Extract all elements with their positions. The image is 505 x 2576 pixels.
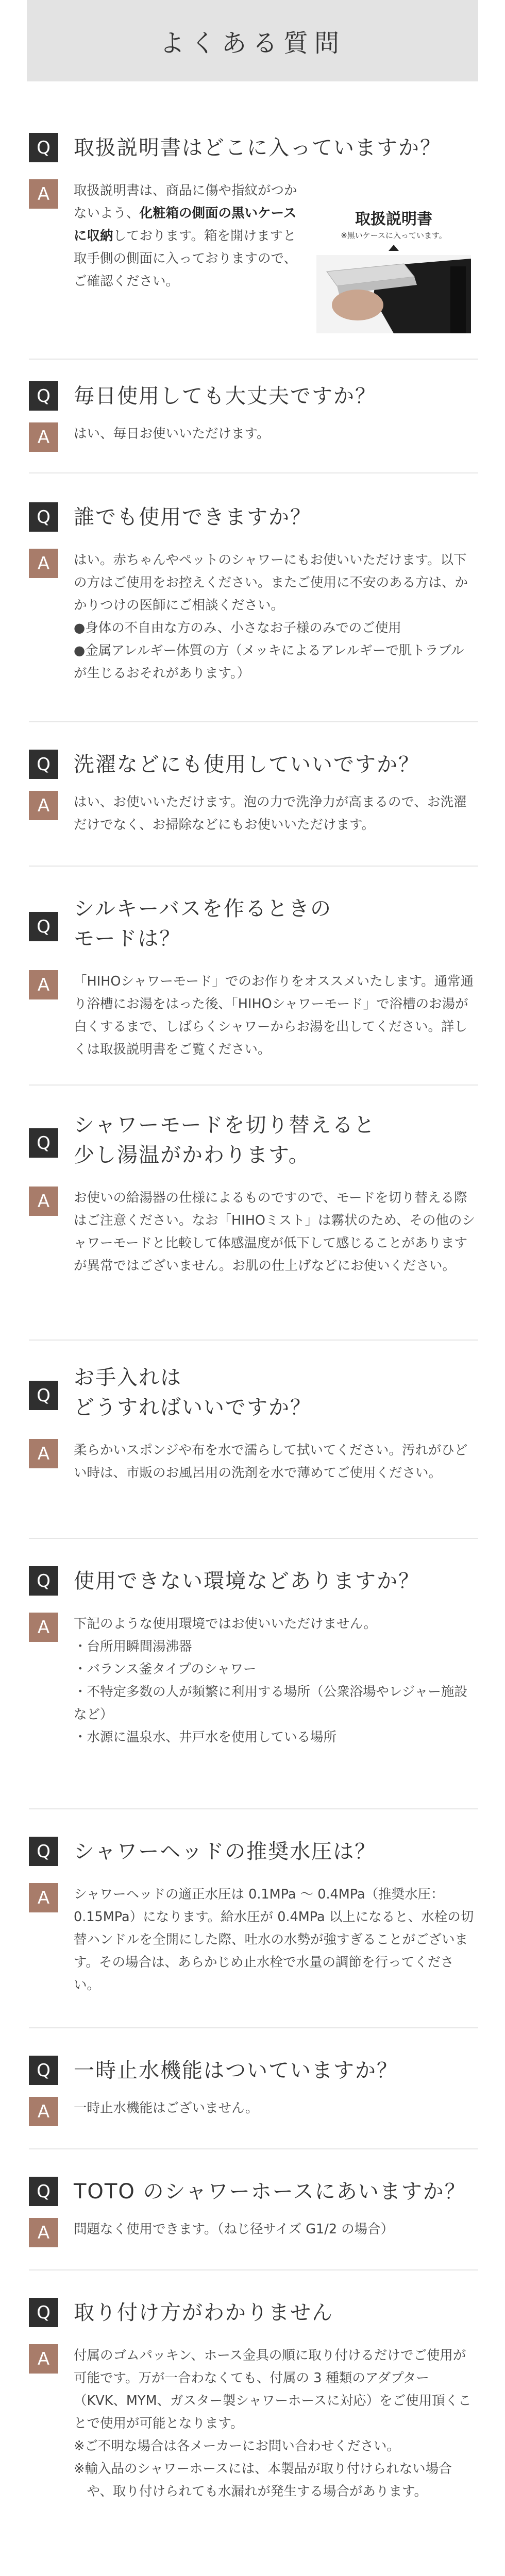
question-text	[74, 1110, 376, 1170]
a-badge: A	[29, 2344, 58, 2374]
q-badge: Q	[29, 502, 58, 532]
answer-text: 一時止水機能はございません。	[74, 2100, 259, 2116]
answer-paragraph: 下記のような使用環境ではお使いいただけません。	[74, 1616, 377, 1632]
a-badge: A	[29, 1613, 58, 1642]
divider	[29, 359, 478, 360]
q-badge: Q	[29, 1837, 58, 1866]
list-item: ・不特定多数の人が頻繁に利用する場所（公衆浴場やレジャー施設など）	[74, 1684, 467, 1722]
answer-text: お使いの給湯器の仕様によるものですので、モードを切り替える際はご注意ください。なお「HIHOミスト」は霧状のため、その他のシャワーモードと比較して体感温度が低下して感じることがありますが異常ではございません。お肌の仕上げなどにお使いください。	[74, 1190, 475, 1274]
a-badge: A	[29, 1187, 58, 1216]
divider	[29, 2148, 478, 2149]
answer-text: 問題なく使用できます。（ねじ径サイズ G1/2 の場合）	[74, 2222, 394, 2237]
question-text: 使用できない環境などありますか？	[74, 1569, 420, 1593]
answer-text	[74, 2344, 476, 2503]
divider	[29, 1084, 478, 1086]
q-badge: Q	[29, 381, 58, 411]
question-text: シャワーヘッドの推奨水圧は？	[74, 1840, 377, 1863]
q-badge: Q	[29, 2056, 58, 2085]
faq-item-4	[29, 750, 480, 836]
answer-text: はい、お使いいただけます。泡の力で洗浄力が高まるので、お洗濯だけでなく、お掃除などにもお使いいただけます。	[74, 794, 467, 833]
question-text: 取り付け方がわかりません	[74, 2301, 333, 2325]
faq-item-12	[29, 2298, 480, 2503]
divider	[29, 2269, 478, 2270]
question-text: 毎日使用しても大丈夫ですか？	[74, 384, 377, 408]
answer-paragraph: はい。赤ちゃんやペットのシャワーにもお使いいただけます。以下の方はご使用をお控えください。またご使用に不安のある方は、かかりつけの医師にご相談ください。	[74, 552, 468, 613]
faq-item-9	[29, 1837, 480, 1996]
manual-case-illustration	[316, 206, 471, 335]
q-badge: Q	[29, 1381, 58, 1410]
faq-item-5	[29, 894, 480, 1061]
q-badge: Q	[29, 2177, 58, 2206]
list-item: ・バランス釜タイプのシャワー	[74, 1662, 257, 1677]
a-badge: A	[29, 179, 58, 209]
answer-text	[74, 1613, 476, 1749]
note-text: ※輸入品のシャワーホースには、本製品が取り付けられない場合や、取り付けられても水漏れが発生する場合があります。	[74, 2461, 452, 2499]
a-badge: A	[29, 970, 58, 999]
q-badge: Q	[29, 133, 58, 162]
question-text: 一時止水機能はついていますか？	[74, 2059, 398, 2082]
faq-item-11	[29, 2177, 480, 2247]
answer-text: 柔らかいスポンジや布を水で濡らして拭いてください。汚れがひどい時は、市販のお風呂用の洗剤を水で薄めてご使用ください。	[74, 1443, 468, 1481]
q-badge: Q	[29, 750, 58, 779]
faq-item-7	[29, 1363, 480, 1484]
question-text	[74, 894, 332, 954]
list-item: ●金属アレルギー体質の方（メッキによるアレルギーで肌トラブルが生じるおそれがあります。）	[74, 643, 464, 681]
answer-text	[74, 549, 476, 685]
question-text: 洗濯などにも使用していいですか？	[74, 753, 420, 776]
question-text	[74, 1363, 312, 1422]
divider	[29, 1808, 478, 1809]
question-line-1: お手入れは	[74, 1366, 182, 1389]
a-badge: A	[29, 2097, 58, 2126]
list-item: ・水源に温泉水、井戸水を使用している場所	[74, 1730, 337, 1745]
question-line-1: シルキーバスを作るときの	[74, 897, 332, 921]
divider	[29, 721, 478, 722]
divider	[29, 1538, 478, 1539]
question-line-2: モードは？	[74, 927, 181, 951]
faq-item-10	[29, 2056, 480, 2126]
page-title: よくある質問	[159, 28, 345, 58]
answer-text	[74, 179, 306, 293]
question-line-1: シャワーモードを切り替えると	[74, 1113, 376, 1137]
a-badge: A	[29, 1439, 58, 1468]
black-case-photo	[316, 241, 471, 333]
question-line-2: どうすればいいですか？	[74, 1396, 312, 1419]
answer-pre: 取扱説明書は、商品に傷や指紋がつかないよう、	[74, 183, 297, 221]
faq-item-2	[29, 381, 480, 452]
q-badge: Q	[29, 912, 58, 941]
divider	[29, 472, 478, 473]
answer-text: 「HIHOシャワーモード」でのお作りをオススメいたします。通常通り浴槽にお湯をはった後、「HIHOシャワーモード」で浴槽のお湯が白くするまで、しばらくシャワーからお湯を出してください。詳しくは取扱説明書をご覧ください。	[74, 974, 474, 1057]
faq-item-3	[29, 502, 480, 685]
a-badge: A	[29, 2218, 58, 2247]
question-line-2: 少し湯温がかわります。	[74, 1143, 310, 1167]
answer-text: シャワーヘッドの適正水圧は 0.1MPa ～ 0.4MPa（推奨水圧：0.15MPa）になります。給水圧が 0.4MPa 以上になると、水栓の切替ハンドルを全開にした際、吐水の水勢が強すぎることがございます。その場合は、あらかじめ止水栓で水量の調節を行ってください。	[74, 1887, 474, 1993]
divider	[29, 2027, 478, 2028]
answer-text: はい、毎日お使いいただけます。	[74, 426, 270, 442]
faq-item-6	[29, 1110, 480, 1277]
a-badge: A	[29, 549, 58, 578]
q-badge: Q	[29, 1128, 58, 1158]
a-badge: A	[29, 791, 58, 820]
faq-item-8	[29, 1566, 480, 1749]
answer-list	[74, 1635, 476, 1749]
divider	[29, 866, 478, 867]
image-caption: ※黒いケースに入っています。	[341, 231, 447, 240]
a-badge: A	[29, 1883, 58, 1912]
answer-list	[74, 617, 476, 685]
q-badge: Q	[29, 1566, 58, 1596]
answer-paragraph: 付属のゴムパッキン、ホース金具の順に取り付けるだけでご使用が可能です。万が一合わなくても、付属の 3 種類のアダプター（KVK、MYM、ガスター製シャワーホースに対応）をご使用頂くことで使用が可能となります。	[74, 2348, 472, 2431]
image-title: 取扱説明書	[355, 210, 432, 228]
a-badge: A	[29, 422, 58, 452]
q-badge: Q	[29, 2298, 58, 2327]
faq-header	[27, 0, 478, 81]
note-text: ※ご不明な場合は各メーカーにお問い合わせください。	[74, 2438, 400, 2454]
question-text: 誰でも使用できますか？	[74, 505, 312, 529]
question-text: TOTO のシャワーホースにあいますか？	[74, 2180, 466, 2204]
question-text: 取扱説明書はどこに入っていますか？	[74, 136, 442, 160]
answer-post: しております。箱を開けますと取手側の側面に入っておりますので、ご確認ください。	[74, 228, 297, 289]
answer-bold: 化粧箱の側面の黒いケースに収納	[74, 206, 297, 244]
divider	[29, 1340, 478, 1341]
list-item: ・台所用瞬間湯沸器	[74, 1639, 192, 1654]
list-item: ●身体の不自由な方のみ、小さなお子様のみでのご使用	[74, 620, 401, 636]
